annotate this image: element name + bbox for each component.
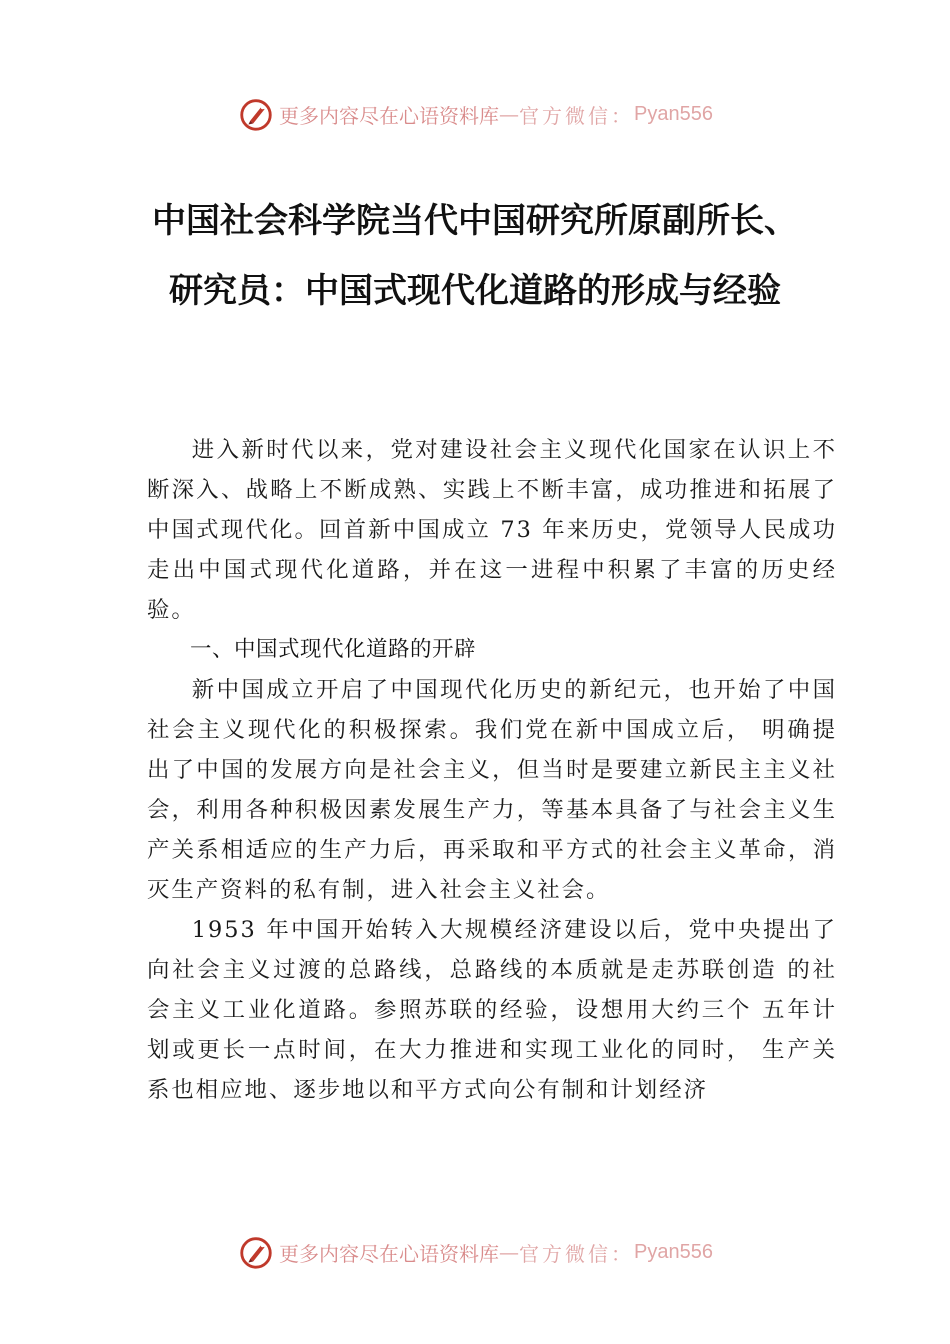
watermark-label: 官方微信： [519, 103, 635, 128]
pen-nib-circle-icon [237, 95, 275, 133]
watermark-handle: Pyan556 [634, 102, 713, 125]
section-heading-1: 一、中国式现代化道路的开辟 [190, 637, 477, 662]
watermark-header [0, 92, 950, 136]
watermark-footer [0, 1230, 950, 1274]
pen-nib-circle-icon [237, 1233, 275, 1271]
watermark-main-text: 更多内容尽在心语资料库 [279, 1241, 500, 1266]
paragraph-1: 进入新时代以来，党对建设社会主义现代化国家在认识上不断深入、战略上不断成熟、实践上不断丰富，成功推进和拓展了中国式现代化。回首新中国成立 73 年来历史，党领导人民成功走出中国式现代化道路，并在这一进程中积累了丰富的历史经验。 [147, 437, 837, 623]
paragraph-2: 新中国成立开启了中国现代化历史的新纪元，也开始了中国社会主义现代化的积极探索。我们党在新中国成立后， 明确提出了中国的发展方向是社会主义，但当时是要建立新民主主义社会，利用各种积极因素发展生产力，等基本具备了与社会主义生产关系相适应的生产力后，再采取和平方式的社会主义革命，消灭生产资料的私有制，进入社会主义社会。 [147, 677, 837, 903]
watermark-label: 官方微信： [519, 1241, 635, 1266]
watermark-dash: — [499, 1240, 520, 1264]
document-title: 中国社会科学院当代中国研究所原副所长、研究员：中国式现代化道路的形成与经验 [152, 201, 798, 311]
watermark-main-text: 更多内容尽在心语资料库 [279, 103, 500, 128]
watermark-handle: Pyan556 [634, 1240, 713, 1263]
document-body [147, 430, 837, 1110]
watermark-dash: — [499, 102, 520, 126]
paragraph-3: 1953 年中国开始转入大规模经济建设以后，党中央提出了向社会主义过渡的总路线，总路线的本质就是走苏联创造 的社会主义工业化道路。参照苏联的经验，设想用大约三个 五年计划或更长一点时间，在大力推进和实现工业化的同时， 生产关系也相应地、逐步地以和平方式向公有制和计划经济 [147, 917, 837, 1103]
